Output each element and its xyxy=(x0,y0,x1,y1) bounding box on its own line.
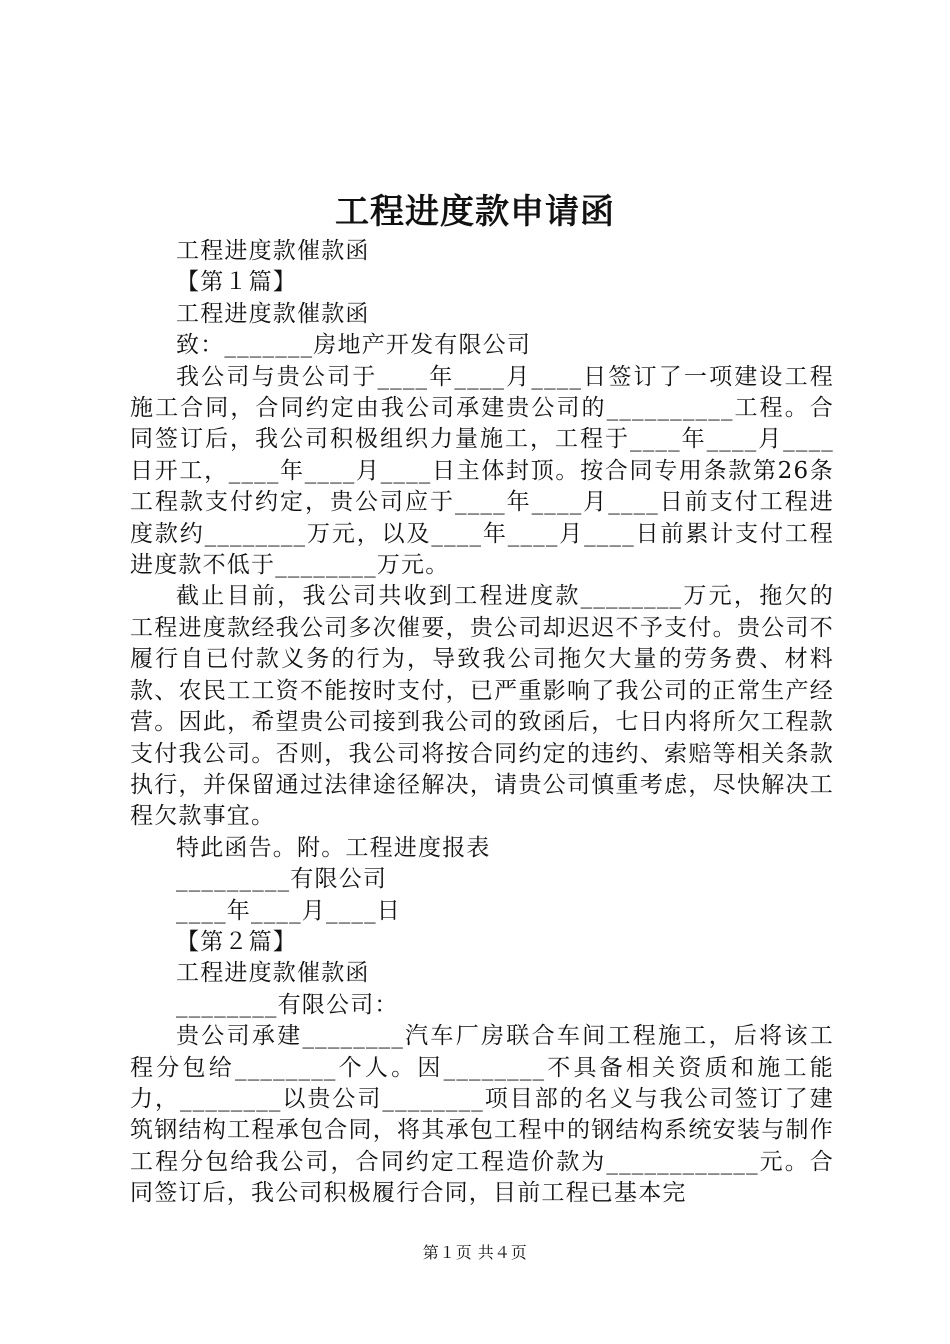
paragraph-contract-details: 我公司与贵公司于____年____月____日签订了一项建设工程施工合同，合同约定由我公司承建贵公司的__________工程。合同签订后，我公司积极组织力量施工，工程于____年____月____日开工，____年____月____日主体封顶。按合同专用条款第26条工程款支付约定，贵公司应于____年____月____日前支付工程进度款约________万元，以及____年____月____日前累计支付工程进度款不低于________万元。 xyxy=(130,363,834,579)
paragraph-signature-date: ____年____月____日 xyxy=(176,897,401,924)
document-body xyxy=(130,236,834,1210)
document-title: 工程进度款申请函 xyxy=(335,192,615,232)
paragraph-addressee-1: 致：_______房地产开发有限公司 xyxy=(176,332,532,359)
paragraph-letter-2-title: 工程进度款催款函 xyxy=(176,960,370,987)
page-footer: 第１页 共４页 xyxy=(422,1243,528,1262)
paragraph-addressee-2: ________有限公司： xyxy=(176,991,399,1018)
paragraph-section-1-heading: 【第１篇】 xyxy=(176,269,297,296)
paragraph-letter-1-title: 工程进度款催款函 xyxy=(176,300,370,327)
paragraph-subcontract-details: 贵公司承建________汽车厂房联合车间工程施工，后将该工程分包给________个人。因________不具备相关资质和施工能力，________以贵公司________项目部的名义与我公司签订了建筑钢结构工程承包合同，将其承包工程中的钢结构系统安装与制作工程分包给我公司，合同约定工程造价款为____________元。合同签订后，我公司积极履行合同，目前工程已基本完 xyxy=(130,1023,834,1207)
paragraph-closing-1: 特此函告。附。工程进度报表 xyxy=(176,834,491,861)
paragraph-section-2-heading: 【第２篇】 xyxy=(176,928,297,955)
paragraph-signature-company: _________有限公司 xyxy=(176,866,388,893)
paragraph-payment-demand: 截止目前，我公司共收到工程进度款________万元，拖欠的工程进度款经我公司多次催要，贵公司却迟迟不予支付。贵公司不履行自已付款义务的行为，导致我公司拖欠大量的劳务费、材料款、农民工工资不能按时支付，已严重影响了我公司的正常生产经营。因此，希望贵公司接到我公司的致函后，七日内将所欠工程款支付我公司。否则，我公司将按合同约定的违约、索赔等相关条款执行，并保留通过法律途径解决，请贵公司慎重考虑，尽快解决工程欠款事宜。 xyxy=(130,583,834,830)
paragraph-subtitle: 工程进度款催款函 xyxy=(176,238,370,264)
